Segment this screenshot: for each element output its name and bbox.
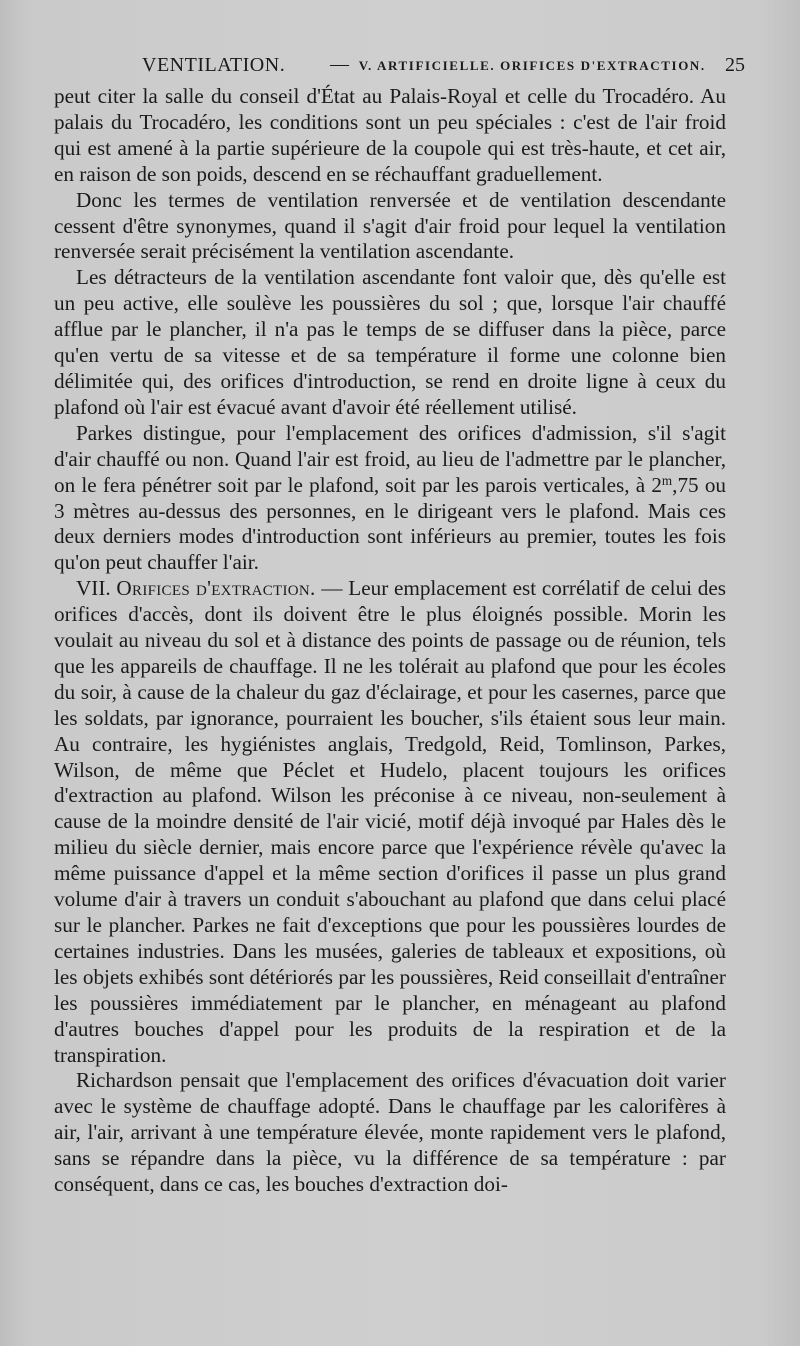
body-text bbox=[54, 84, 726, 1198]
paragraph-4-superscript: m bbox=[661, 472, 673, 488]
paragraph-1: peut citer la salle du conseil d'État au Palais-Royal et celle du Trocadéro. Au palais du Trocadéro, les conditions sont un peu spéciales : c'est de l'air froid qui est amené à la partie supérieure de la coupole qui est très-haute, et cet air, en raison de son poids, descend en se réchauffant graduellement. bbox=[54, 84, 726, 186]
paragraph-3: Les détracteurs de la ventilation ascendante font valoir que, dès qu'elle est un peu active, elle soulève les poussières du sol ; que, lorsque l'air chauffé afflue par le plancher, il n'a pas le temps de se diffuser dans la pièce, parce qu'en vertu de sa vitesse et de sa température il forme une colonne bien délimitée qui, des orifices d'introduction, se rend en droite ligne à ceux du plafond où l'air est évacué avant d'avoir été réellement utilisé. bbox=[54, 265, 726, 419]
running-head-title: VENTILATION. bbox=[142, 54, 286, 76]
paragraph-4-text-a: Parkes distingue, pour l'emplacement des orifices d'admission, s'il s'agit d'air chauffé ou non. Quand l'air est froid, au lieu de l'admettre par le plancher, on le fera pénétrer soit par le plafond, soit par les parois verticales, à 2 bbox=[54, 420, 726, 497]
page-number: 25 bbox=[725, 54, 745, 76]
section-number: VII. bbox=[76, 576, 111, 601]
paragraph-5-text: Leur emplacement est corrélatif de celui des orifices d'accès, dont ils doivent être le plus éloignés possible. Morin les voulait au niveau du sol et à distance des points de passage ou de réunion, tels que les appareils de chauffage. Il ne les tolérait au plafond que pour les écoles du soir, à cause de la chaleur du gaz d'éclairage, et pour les casernes, parce que les soldats, par ignorance, pourraient les boucher, s'ils étaient sous leur main. Au contraire, les hygiénistes anglais, Tredgold, Reid, Tomlinson, Parkes, Wilson, de même que Péclet et Hudelo, placent toujours les orifices d'extraction au plafond. Wilson les préconise à ce niveau, non-seulement à cause de la moindre densité de l'air vicié, motif déjà invoqué par Hales dès le milieu du siècle dernier, mais encore parce que l'expérience révèle qu'avec la même puissance d'appel et la même section d'orifices il passe un plus grand volume d'air à travers un conduit s'abouchant au plafond que dans celui placé sur le plancher. Parkes ne fait d'exceptions que pour les poussières lourdes de certaines industries. Dans les musées, galeries de tableaux et expositions, où les objets exhibés sont détériorés par les poussières, Reid conseillait d'entraîner les poussières immédiatement par le plancher, en ménageant au plafond d'autres bouches d'appel pour les produits de la respiration et de la transpiration. bbox=[54, 576, 726, 1067]
paragraph-2: Donc les termes de ventilation renversée et de ventilation descendante cessent d'être synonymes, quand il s'agit d'air froid pour lequel la ventilation renversée serait précisément la ventilation ascendante. bbox=[54, 187, 726, 264]
running-head-section-text: V. ARTIFICIELLE. ORIFICES D'EXTRACTION. bbox=[358, 58, 706, 73]
paragraph-4-text-b: ,75 ou 3 mètres au-dessus des personnes, en le dirigeant vers le plafond. Mais ces deux derniers modes d'introduction sont inférieurs au premier, toutes les fois qu'on peut chauffer l'air. bbox=[54, 472, 727, 575]
paragraph-4 bbox=[54, 421, 726, 576]
running-head-dash: — bbox=[330, 54, 349, 75]
running-head-section bbox=[330, 50, 706, 81]
running-head bbox=[55, 50, 745, 80]
paragraph-5 bbox=[54, 576, 726, 1068]
paragraph-6: Richardson pensait que l'emplacement des orifices d'évacuation doit varier avec le système de chauffage adopté. Dans le chauffage par les calorifères à air, l'air, arrivant à une température élevée, monte rapidement vers le plafond, sans se répandre dans la pièce, vu la différence de sa température : par conséquent, dans ce cas, les bouches d'extraction doi- bbox=[54, 1068, 726, 1197]
section-dash: — bbox=[321, 576, 343, 601]
section-heading: Orifices d'extraction. bbox=[116, 576, 316, 601]
